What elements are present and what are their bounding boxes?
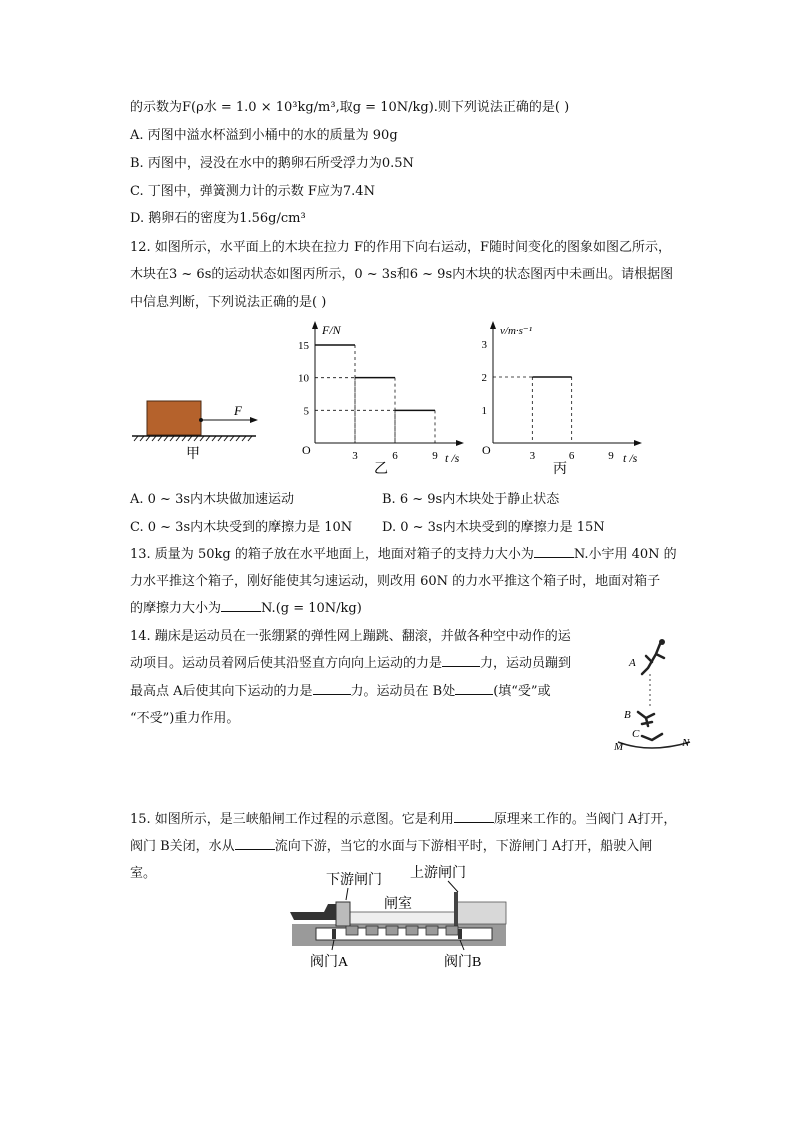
y-axis-arrow	[490, 321, 496, 329]
y-tick-label: 1	[481, 405, 487, 417]
q15-line-3: 室。	[130, 866, 157, 881]
q14-line-3	[130, 680, 551, 699]
force-label: F	[234, 403, 242, 418]
x-tick-label: 3	[352, 450, 358, 462]
fig-bing-caption: 丙	[553, 462, 567, 477]
y-axis-arrow	[312, 321, 318, 329]
label-n: N	[682, 737, 690, 749]
x-axis-arrow	[456, 440, 464, 446]
q13-text-1b: N.小宇用 40N 的	[573, 547, 677, 562]
q12-stem-line-1: 12. 如图所示，水平面上的木块在拉力 F的作用下向右运动，F随时间变化的图象如图乙所示，	[130, 240, 671, 255]
q13-blank-1[interactable]	[534, 557, 574, 558]
origin-label: O	[482, 443, 491, 457]
q12-figure-jia	[128, 390, 268, 465]
q11-option-d: D. 鹅卵石的密度为1.56g/cm³	[130, 211, 306, 226]
upstream-gate-label: 上游闸门	[410, 866, 466, 881]
q14-blank-1[interactable]	[442, 666, 480, 667]
q14-text-2a: 动项目。运动员着网后使其沿竖直方向向上运动的力是	[130, 656, 443, 671]
q14-line-4: “不受”)重力作用。	[130, 711, 240, 726]
q12-option-c: C. 0 ~ 3s内木块受到的摩擦力是 10N	[130, 520, 353, 535]
q13-line-3	[130, 597, 362, 616]
q12-option-b: B. 6 ~ 9s内木块处于静止状态	[382, 492, 560, 507]
q14-line-1: 14. 蹦床是运动员在一张绷紧的弹性网上蹦跳、翻滚，并做各种空中动作的运	[130, 629, 571, 644]
label-b: B	[624, 709, 631, 721]
wooden-block	[147, 401, 201, 435]
q15-text-1a: 15. 如图所示，是三峡船闸工作过程的示意图。它是利用	[130, 812, 454, 827]
culvert-channel	[316, 928, 492, 940]
q15-text-1b: 原理来工作的。当阀门 A打开，	[493, 812, 677, 827]
x-tick-label: 9	[608, 450, 614, 462]
label-c: C	[632, 728, 640, 740]
q15-text-2a: 阀门 B关闭，水从	[130, 839, 235, 854]
q12-stem-line-2: 木块在3 ~ 6s的运动状态如图丙所示，0 ~ 3s和6 ~ 9s内木块的状态图丙中未画出。请根据图	[130, 267, 674, 282]
valve-a-label: 阀门A	[310, 955, 349, 970]
q12-figure-yi-chart	[290, 318, 470, 478]
trampoline-net	[618, 742, 690, 748]
x-tick-label: 3	[529, 450, 536, 462]
q14-text-3a: 最高点 A后使其向下运动的力是	[130, 684, 313, 699]
x-tick-label: 6	[568, 450, 575, 462]
q11-option-a: A. 丙图中溢水杯溢到小桶中的水的质量为 90g	[130, 128, 398, 143]
q11-option-c: C. 丁图中，弹簧测力计的示数 F应为7.4N	[130, 184, 375, 199]
q12-figure-bing-chart	[480, 318, 660, 478]
q14-text-2b: 力，运动员蹦到	[480, 656, 572, 671]
x-axis-label: t /s	[623, 451, 638, 465]
label-a: A	[629, 657, 636, 669]
q13-text-1a: 13. 质量为 50kg 的箱子放在水平地面上，地面对箱子的支持力大小为	[130, 547, 534, 562]
downstream-gate-leader	[346, 888, 348, 900]
x-axis-label: t /s	[445, 451, 460, 465]
valve-a	[332, 929, 336, 939]
valve-b-label: 阀门B	[444, 955, 482, 970]
q15-text-2b: 流向下游，当它的水面与下游相平时，下游闸门 A打开，船驶入闸	[274, 839, 653, 854]
q11-stem-end: 的示数为F(ρ水 = 1.0 × 10³kg/m³,取g = 10N/kg).则下列说法正确的是( )	[130, 100, 570, 115]
x-tick-label: 9	[432, 450, 438, 462]
athlete-top-icon	[642, 644, 664, 674]
y-axis-label: F/N	[322, 323, 341, 337]
force-arrowhead	[250, 417, 258, 423]
valve-b	[458, 929, 462, 939]
fig-jia-caption: 甲	[186, 447, 200, 462]
y-tick-label: 3	[481, 339, 487, 351]
athlete-top-head	[659, 639, 665, 645]
y-tick-label: 10	[298, 372, 309, 385]
q13-text-3a: 的摩擦力大小为	[130, 601, 222, 616]
upstream-gate-leader	[448, 881, 458, 892]
label-m: M	[614, 741, 624, 753]
q13-line-1	[130, 543, 677, 562]
downstream-gate-label: 下游闸门	[326, 873, 382, 888]
origin-label: O	[302, 443, 311, 457]
q14-text-3c: (填“受”或	[493, 684, 551, 699]
x-axis-arrow	[634, 440, 642, 446]
lock-chamber-label: 闸室	[384, 897, 412, 912]
q14-trampoline-figure	[612, 630, 697, 755]
upstream-water	[456, 902, 506, 924]
x-tick-label: 6	[392, 450, 398, 462]
q12-option-d: D. 0 ~ 3s内木块受到的摩擦力是 15N	[382, 520, 605, 535]
downstream-gate	[336, 902, 350, 926]
ship-icon	[290, 904, 338, 920]
upstream-gate	[454, 892, 458, 926]
y-tick-label: 5	[303, 405, 309, 418]
q15-ship-lock-figure	[288, 862, 508, 972]
q14-text-3b: 力。运动员在 B处	[350, 684, 456, 699]
y-tick-label: 15	[298, 340, 309, 352]
q14-blank-3[interactable]	[455, 694, 493, 695]
q15-line-1	[130, 808, 676, 827]
q13-text-3b: N.(g = 10N/kg)	[261, 601, 362, 616]
q11-option-b: B. 丙图中，浸没在水中的鹅卵石所受浮力为0.5N	[130, 156, 414, 171]
q14-line-2	[130, 652, 571, 671]
y-tick-label: 2	[481, 372, 487, 384]
athlete-bottom-icon	[642, 734, 662, 740]
q13-blank-2[interactable]	[221, 611, 261, 612]
q15-blank-2[interactable]	[235, 849, 275, 850]
fig-yi-caption: 乙	[374, 462, 388, 477]
q12-option-a: A. 0 ~ 3s内木块做加速运动	[130, 492, 295, 507]
q14-blank-2[interactable]	[313, 694, 351, 695]
lock-chamber-water	[350, 912, 456, 924]
y-axis-label: v/m·s⁻¹	[500, 325, 533, 337]
q13-line-2: 力水平推这个箱子，刚好能使其匀速运动，则改用 60N 的力水平推这个箱子时，地面对箱子	[130, 574, 661, 589]
q12-stem-line-3: 中信息判断，下列说法正确的是( )	[130, 295, 327, 310]
q15-line-2	[130, 835, 652, 854]
q15-blank-1[interactable]	[454, 822, 494, 823]
athlete-mid-icon	[638, 712, 654, 726]
